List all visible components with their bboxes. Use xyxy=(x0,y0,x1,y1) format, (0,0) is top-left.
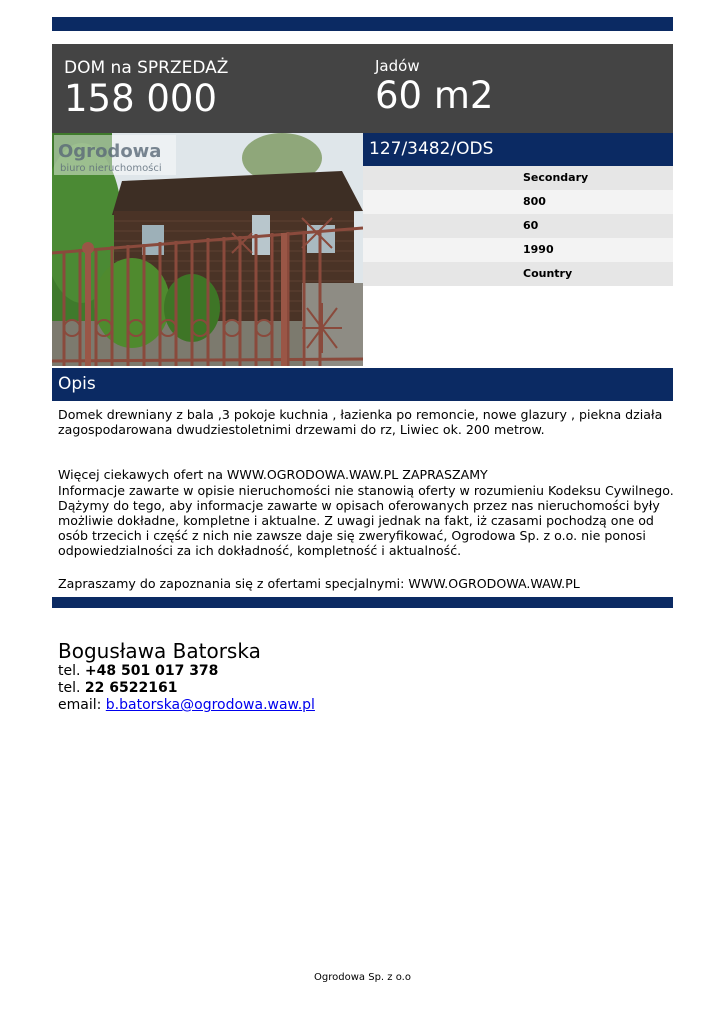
footer-company: Ogrodowa Sp. z o.o xyxy=(314,972,411,983)
agent-phone-2 xyxy=(58,680,558,697)
email-label: email: xyxy=(58,697,102,713)
listing-reference: 127/3482/ODS xyxy=(363,133,673,166)
phone-number: +48 501 017 378 xyxy=(84,663,219,679)
description-line: Zapraszamy do zapoznania się z ofertami specjalnymi: WWW.OGRODOWA.WAW.PL xyxy=(58,575,580,591)
agent-email xyxy=(58,697,558,714)
detail-row xyxy=(363,214,673,238)
description-body xyxy=(58,407,674,591)
agent-phone-1 xyxy=(58,663,558,680)
location-type-value: Country xyxy=(523,267,573,280)
email-link[interactable]: b.batorska@ogrodowa.waw.pl xyxy=(105,697,315,713)
description-heading: Opis xyxy=(52,368,673,401)
agent-contact xyxy=(58,639,558,714)
detail-row xyxy=(363,166,673,190)
market-type-value: Secondary xyxy=(523,171,589,184)
description-line: Domek drewniany z bala ,3 pokoje kuchnia , łazienka po remoncie, nowe glazury , piekna działa xyxy=(58,407,663,422)
phone-label: tel. xyxy=(58,680,81,696)
detail-row xyxy=(363,262,673,286)
detail-row xyxy=(363,238,673,262)
description-line: odpowiedzialności za ich dokładność, kompletność i aktualność. xyxy=(58,543,462,559)
plot-area-value: 800 xyxy=(523,195,546,208)
location-label: Jadów xyxy=(375,57,420,75)
area-value: 60 m2 xyxy=(375,74,494,117)
listing-header xyxy=(52,44,673,133)
description-line: Dążymy do tego, aby informacje zawarte w opisach oferowanych przez nas nieruchomości były xyxy=(58,497,660,513)
property-photo xyxy=(52,133,363,366)
phone-number: 22 6522161 xyxy=(84,680,178,696)
phone-label: tel. xyxy=(58,663,81,679)
description-line: Więcej ciekawych ofert na WWW.OGRODOWA.WAW.PL ZAPRASZAMY xyxy=(58,467,488,483)
watermark-logo-text: Ogrodowa xyxy=(58,141,162,162)
agent-name: Bogusława Batorska xyxy=(58,639,261,663)
price-value: 158 000 xyxy=(64,77,218,120)
description-line: Informacje zawarte w opisie nieruchomości nie stanowią oferty w rozumieniu Kodeksu Cywilnego. xyxy=(58,482,674,498)
property-type-label: DOM na SPRZEDAŻ xyxy=(64,58,229,78)
description-line: osób trzecich i część z nich nie zawsze daje się zweryfikować, Ogrodowa Sp. z o.o. nie ponosi xyxy=(58,528,646,544)
top-decorative-bar xyxy=(52,17,673,31)
living-area-value: 60 xyxy=(523,219,539,232)
detail-row xyxy=(363,190,673,214)
bottom-decorative-bar xyxy=(52,597,673,608)
year-built-value: 1990 xyxy=(523,243,554,256)
watermark-logo-subtext: biuro nieruchomości xyxy=(60,163,162,174)
description-line: możliwie dokładne, kompletne i aktualne. Z uwagi jednak na fakt, iż czasami pochodzą one od xyxy=(58,513,654,529)
description-line: zagospodarowana dwudziestoletnimi drzewami do rz, Liwiec ok. 200 metrow. xyxy=(58,422,545,438)
